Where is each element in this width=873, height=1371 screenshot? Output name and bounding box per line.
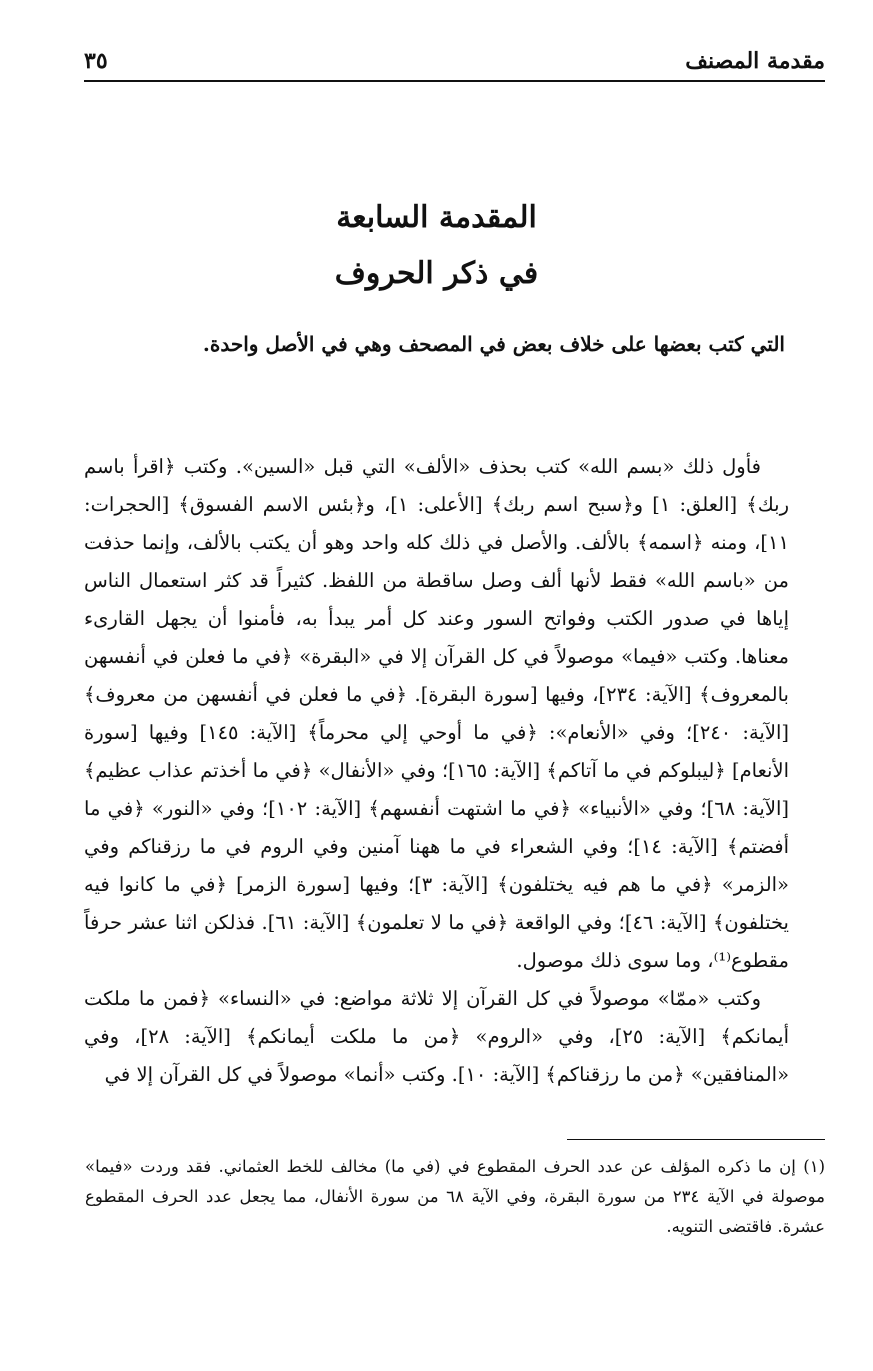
body-paragraph: فأول ذلك «بسم الله» كتب بحذف «الألف» التي قبل «السين». وكتب ﴿اقرأ باسم ربك﴾ [العلق: ١] و﴿سبح اسم ربك﴾ [الأعلى: ١]، و﴿بئس الاسم الفسوق﴾ [الحجرات: ١١]، ومنه ﴿اسمه﴾ بالألف. والأصل في ذلك كله واحد وهو أن يكتب بالألف، وإنما حذفت من «باسم الله» فقط لأنها ألف وصل ساقطة من اللفظ. كثيراً قد كثر استعمال الناس إياها في صدور الكتب وفواتح السور وعند كل أمر يبدأ به، فأمنوا أن يجهل القارىء معناها. وكتب «فيما» موصولاً في كل القرآن إلا في «البقرة» ﴿في ما فعلن في أنفسهن بالمعروف﴾ [الآية: ٢٣٤]، وفيها [سورة البقرة]. ﴿في ما فعلن في أنفسهن من معروف﴾ [الآية: ٢٤٠]؛ وفي «الأنعام»: ﴿في ما أوحي إلي محرماً﴾ [الآية: ١٤٥] وفيها [سورة الأنعام] ﴿ليبلوكم في ما آتاكم﴾ [الآية: ١٦٥]؛ وفي «الأنفال» ﴿في ما أخذتم عذاب عظيم﴾ [الآية: ٦٨]؛ وفي «الأنبياء» ﴿في ما اشتهت أنفسهم﴾ [الآية: ١٠٢]؛ وفي «النور» ﴿في ما أفضتم﴾ [الآية: ١٤]؛ وفي الشعراء في ما ههنا آمنين وفي الروم في ما رزقناكم وفي «الزمر» ﴿في ما هم فيه يختلفون﴾ [الآية: ٣]؛ وفيها [سورة الزمر] ﴿في ما كانوا فيه يختلفون﴾ [الآية: ٤٦]؛ وفي الواقعة ﴿في ما لا تعلمون﴾ [الآية: ٦١]. فذلكن اثنا عشر حرفاً مقطوع⁽¹⁾، وما سوى ذلك موصول. [84, 455, 790, 972]
header-title: مقدمة المصنف [685, 48, 825, 74]
page-number: ٣٥ [84, 48, 108, 74]
footnote-text: (١) إن ما ذكره المؤلف عن عدد الحرف المقطوع في (في ما) مخالف للخط العثماني. فقد وردت «فيما» موصولة في الآية ٢٣٤ من سورة البقرة، وفي الآية ٦٨ من سورة الأنفال، مما يجعل عدد الحرف المقطوع عشرة. فاقتضى التنويه. [85, 1157, 825, 1236]
chapter-subtitle: في ذكر الحروف [334, 256, 539, 291]
footnote-divider [567, 1139, 825, 1140]
chapter-caption: التي كتب بعضها على خلاف بعض في المصحف وهي في الأصل واحدة. [202, 332, 785, 356]
body-paragraph: وكتب «ممّا» موصولاً في كل القرآن إلا ثلاثة مواضع: في «النساء» ﴿فمن ما ملكت أيمانكم﴾ [الآية: ٢٥]، وفي «الروم» ﴿من ما ملكت أيمانكم﴾ [الآية: ٢٨]، وفي «المنافقين» ﴿من ما رزقناكم﴾ [الآية: ١٠]. وكتب «أنما» موصولاً في كل القرآن إلا في [84, 987, 790, 1086]
running-header [84, 42, 825, 82]
body-text [84, 448, 789, 1094]
footnote [85, 1152, 825, 1242]
chapter-title: المقدمة السابعة [336, 200, 537, 235]
